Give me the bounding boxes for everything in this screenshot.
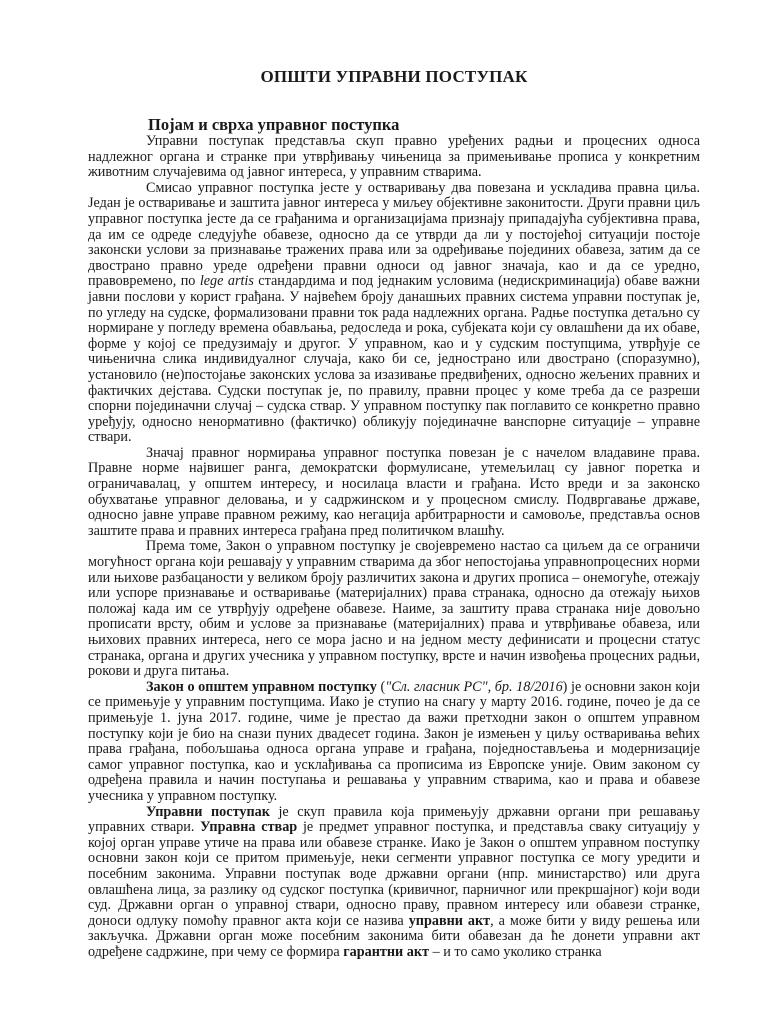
document-body	[88, 66, 700, 960]
text-run: Према томе, Закон о управном поступку је својевремено настао са циљем да се ограничи могућност органа који решавају у управним стварима да због непостојања управнопроцесних норми или њихове разбацаности у великом броју различитих закона и других прописа – онемогуће, отежају или успоре признавање и остваривање (материјалних) права странака, односно да отежају њихов положај када им се утврђују одређене обавезе. Наиме, за заштиту права странака није довољно прописати врсту, обим и услове за признавање (материјалних) права и утврђивање обавеза, или њихових правних интереса, него се мора јасно и на једном месту дефинисати и процесни статус странака, органа и других учесника у управном поступку, врсте и начин извођења процесних радњи, рокови и друга питања.	[88, 538, 700, 680]
document-title: ОПШТИ УПРАВНИ ПОСТУПАК	[260, 67, 528, 86]
body-paragraph	[88, 805, 700, 961]
paragraphs-container	[88, 134, 700, 960]
bold-text-run: гарантни акт	[343, 943, 430, 960]
text-run: стандардима и под једнаким условима (недискриминација) обаве важни јавни послови у корист грађана. У највећем броју данашњих правних система управни поступак је, по угледу на судске, формализовани правни ток рада надлежних органа. Радње поступка детаљно су нормиране у погледу времена обављања, редоследа и рока, субјеката који су овлашћени да их обаве, форме у којој се предузимају и другог. У управном, као и у судским поступцима, утврђује се чињенична слика индивидуалног случаја, како би се, једнострано или двострано (споразумно), установило (не)постојање законских услова за изазивање предвиђених, односно жељених правних и фактичких дејстава. Судски поступак је, по правилу, правни процес у коме треба да се разреши спорни појединачни случај – судска ствар. У управном поступку пак поглавито се конкретно правно уређују, односно ненормативно (фактичко) обликују појединачне ванспорне ситуације – управне ствари.	[88, 273, 701, 446]
bold-text-run: управни акт	[408, 912, 491, 929]
italic-text-run: lege artis	[199, 273, 254, 290]
bold-text-run: Управна ствар	[200, 819, 298, 836]
text-run: је предмет управног поступка, и представља сваку ситуацију у којој орган управе утиче на права или обавезе странке. Иако је Закон о општем управном поступку основни закон који се притом примењује, неки сегменти управног поступка се могу уредити и посебним законима. Управни поступак воде државни органи (нпр. министарство) или друга овлашћена лица, за разлику од судског поступка (кривичног, парничног или прекршајног) који води суд. Државни орган о управној ствари, односно праву, правном интересу или обавези странке, доноси одлуку помоћу правног акта који се назива	[88, 819, 700, 929]
body-paragraph	[88, 539, 700, 679]
body-paragraph	[88, 680, 700, 805]
text-run: ) је основни закон који се примењује у управним поступцима. Иако је ступио на снагу у марту 2016. године, почео је да се примењује 1. јуна 2017. године, чиме је престао да важи претходни закон о општем управном поступку који је био на снази пуних двадесет година. Закон је измењен у циљу остваривања већих права грађана, побољшања односа органа управе и грађана, поједностављења и модернизације самог управног поступка, као и усклађивања са прописима из Европске уније. Овим законом су одређена правила и начин поступања и решавања у управним стварима, као и права и обавезе учесника у управном поступку.	[88, 678, 701, 804]
bold-text-run: Управни поступак	[146, 803, 270, 820]
bold-text-run: Закон о општем управном поступку	[146, 678, 377, 695]
text-run: – и то само уколико странка	[429, 943, 602, 960]
body-paragraph	[88, 181, 700, 446]
text-run: (	[376, 678, 386, 695]
body-paragraph	[88, 134, 700, 181]
text-run: , а може бити у виду решења или закључка. Државни орган може посебним законима бити обавезан да ће донети управни акт одређене садржине, при чему се формира	[88, 912, 700, 960]
text-run: Смисао управног поступка јесте у остваривању два повезана и ускладива правна циља. Један је остваривање и заштита јавног интереса у миљеу објективне законитости. Други правни циљ управног поступка јесте да се грађанима и организацијама признају припадајућа субјективна права, да им се одреде следујуће обавезе, односно да се утврди да ли у постојећој ситуацији постоје законски услови за признавање тражених права или за одређивање појединих обавеза, затим да се двострано правно уреде одређени правни односи од јавног значаја, као и да се уредно, правовремено, по	[88, 179, 700, 290]
text-run: Значај правног нормирања управног поступка повезан је с начелом владавине права. Правне норме највишег ранга, демократски формулисане, утемељилац су јавног поретка и ограничавалац, у општем интересу, и носилаца власти и грађана. Исто вреди и за законско обухватање управног деловања, и у садржинском и у процесном смислу. Подвргавање државе, односно јавне управе правном режиму, као негација арбитрарности и самовоље, представља основ заштите права и правних интереса грађана пред политичком влашћу.	[88, 444, 700, 539]
body-paragraph	[88, 446, 700, 540]
italic-text-run: "Сл. гласник РС", бр. 18/2016	[385, 678, 563, 695]
text-run: је скуп правила која примењују државни органи при решавању управних ствари.	[88, 803, 700, 836]
text-run: Управни поступак представља скуп правно уређених радњи и процесних односа надлежног органа и странке при утврђивању чињеница за примењивање прописа у конкретним животним случајевима од јавног интереса, у управним стварима.	[88, 133, 700, 181]
section-heading: Појам и сврха управног поступка	[148, 115, 400, 134]
